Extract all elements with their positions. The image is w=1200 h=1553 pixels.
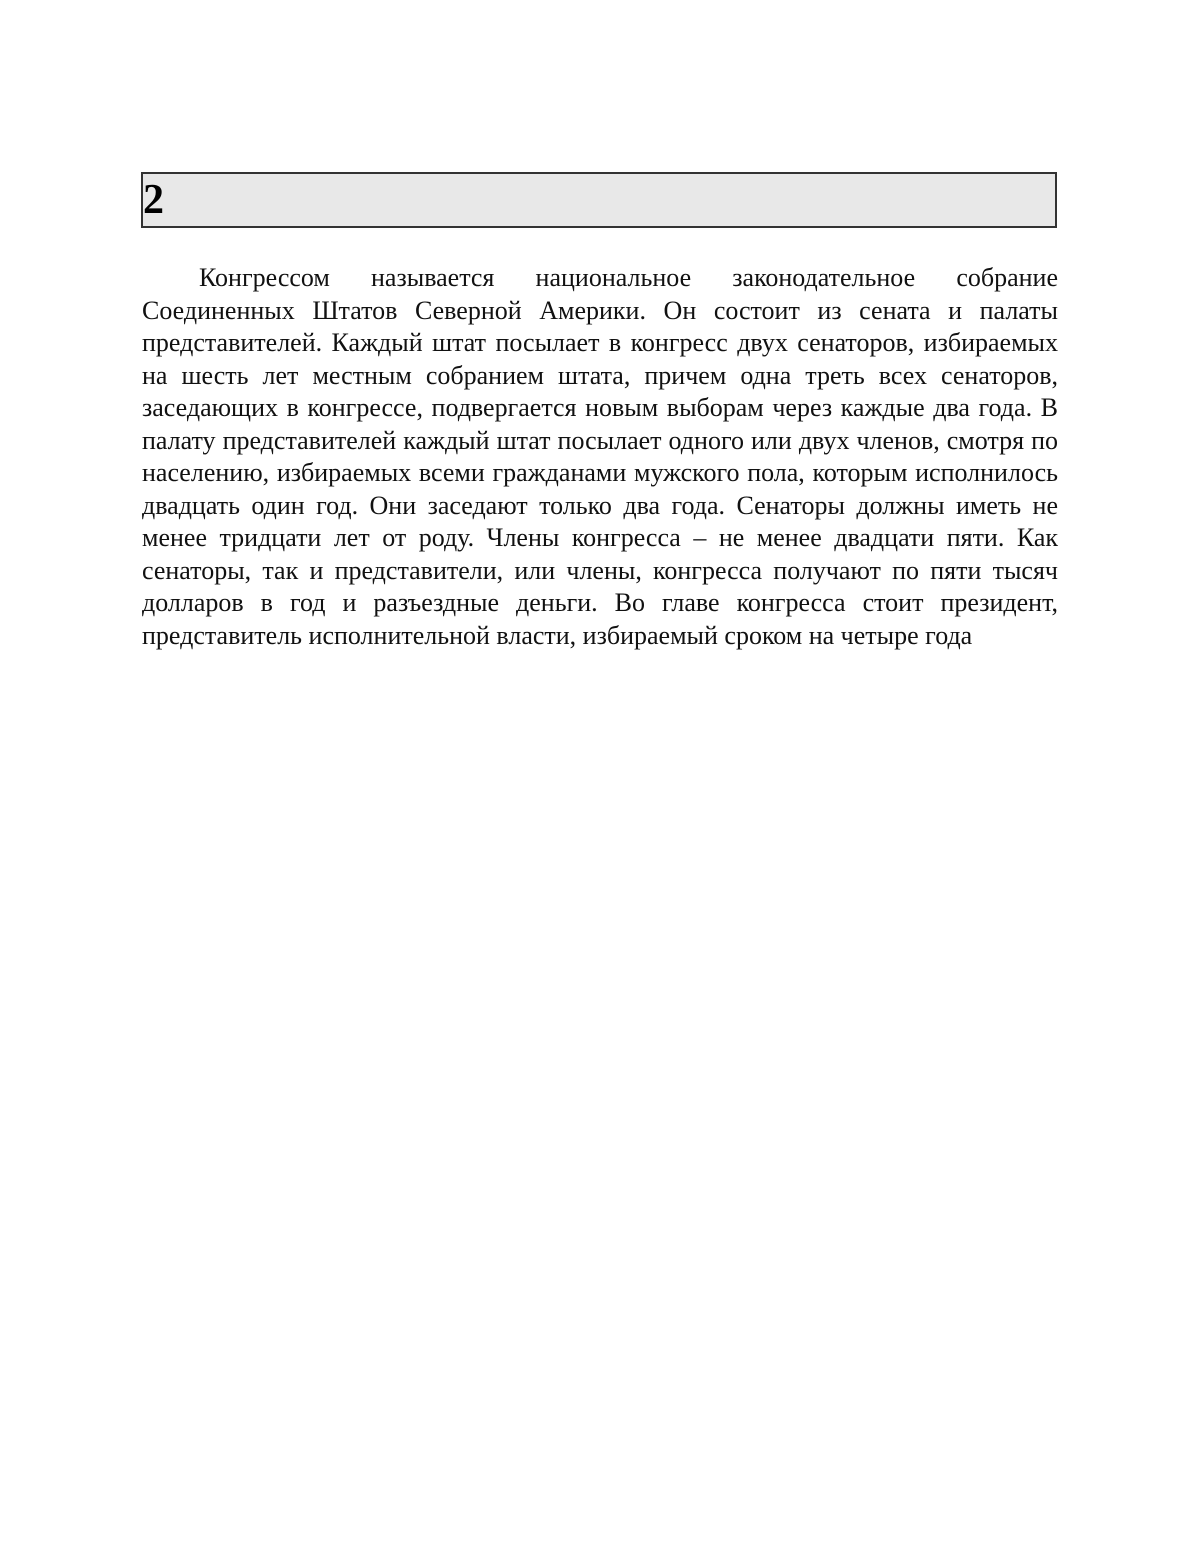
body-paragraph: Конгрессом называется национальное законодательное собрание Соединенных Штатов Северной Америки. Он состоит из сената и палаты представителей. Каждый штат посылает в конгресс двух сенаторов, избираемых на шесть лет местным собранием штата, причем одна треть всех сенаторов, заседающих в конгрессе, подвергается новым выборам через каждые два года. В палату представителей каждый штат посылает одного или двух членов, смотря по населению, избираемых всеми гражданами мужского пола, которым исполнилось двадцать один год. Они заседают только два года. Сенаторы должны иметь не менее тридцати лет от роду. Члены конгресса – не менее двадцати пяти. Как сенаторы, так и представители, или члены, конгресса получают по пяти тысяч долларов в год и разъездные деньги. Во главе конгресса стоит президент, представитель исполнительной власти, избираемый сроком на четыре года: [142, 263, 1058, 650]
section-number: 2: [143, 177, 164, 223]
section-header-box: [141, 172, 1057, 228]
